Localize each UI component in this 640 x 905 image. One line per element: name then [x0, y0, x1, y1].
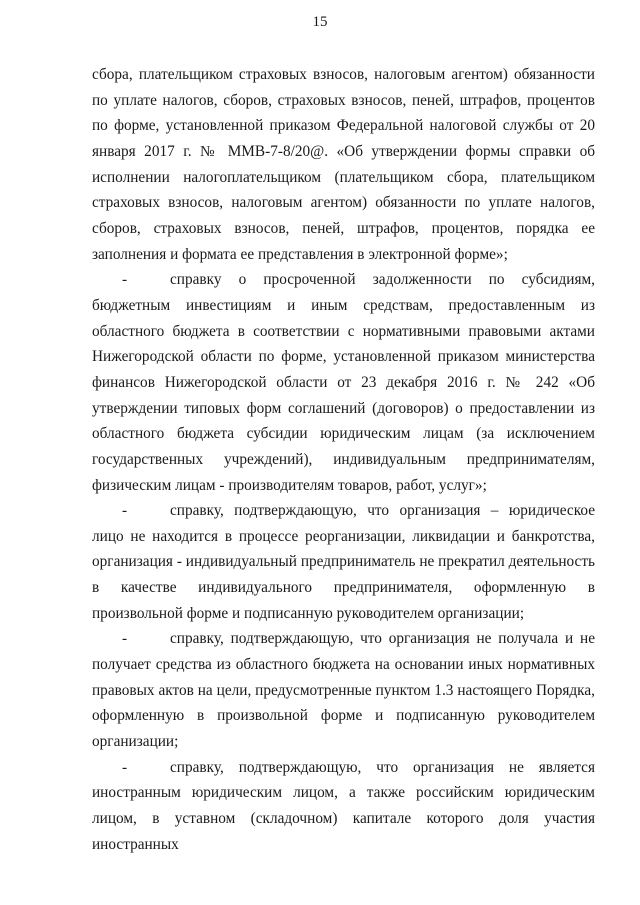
list-item-text: справку, подтверждающую, что организация не является иностранным юридическим лицом, а также российским юридическим лицом, в уставном (складочном) капитале которого доля участия иностранных — [92, 758, 595, 853]
list-dash: - — [122, 271, 128, 289]
list-item — [92, 498, 595, 626]
list-dash: - — [122, 758, 128, 776]
list-dash: - — [122, 502, 128, 520]
list-item-text: справку о просроченной задолженности по субсидиям, бюджетным инвестициям и иным средствам, предоставленным из областного бюджета в соответствии с нормативными правовыми актами Нижегородской области по форме, установленной приказом министерства финансов Нижегородской области от 23 декабря 2016 г. № 242 «Об утверждении типовых форм соглашений (договоров) о предоставлении из областного бюджета субсидии юридическим лицам (за исключением государственных учреждений), индивидуальным предпринимателям, физическим лицам - производителям товаров, работ, услуг»; — [92, 271, 595, 494]
list-item-text: справку, подтверждающую, что организация не получала и не получает средства из областного бюджета на основании иных нормативных правовых актов на цели, предусмотренные пунктом 1.3 настоящего Порядка, оформленную в произвольной форме и подписанную руководителем организации; — [92, 630, 595, 751]
paragraph-text: сбора, плательщиком страховых взносов, налоговым агентом) обязанности по уплате налогов, сборов, страховых взносов, пеней, штрафов, процентов по форме, установленной приказом Федеральной налоговой службы от 20 января 2017 г. № ММВ-7-8/20@. «Об утверждении формы справки об исполнении налогоплательщиком (плательщиком сбора, плательщиком страховых взносов, налоговым агентом) обязанности по уплате налогов, сборов, страховых взносов, пеней, штрафов, процентов, порядка ее заполнения и формата ее представления в электронной форме»; — [92, 66, 595, 263]
list-item — [92, 626, 595, 754]
paragraph-continuation — [92, 62, 595, 267]
list-dash: - — [122, 630, 128, 648]
list-item — [92, 755, 595, 858]
page-number: 15 — [312, 14, 328, 30]
list-item-text: справку, подтверждающую, что организация – юридическое лицо не находится в процессе реорганизации, ликвидации и банкротства, организация - индивидуальный предприниматель не прекратил деятельность в качестве индивидуального предпринимателя, оформленную в произвольной форме и подписанную руководителем организации; — [92, 502, 595, 622]
list-item — [92, 267, 595, 498]
document-body — [92, 62, 595, 857]
